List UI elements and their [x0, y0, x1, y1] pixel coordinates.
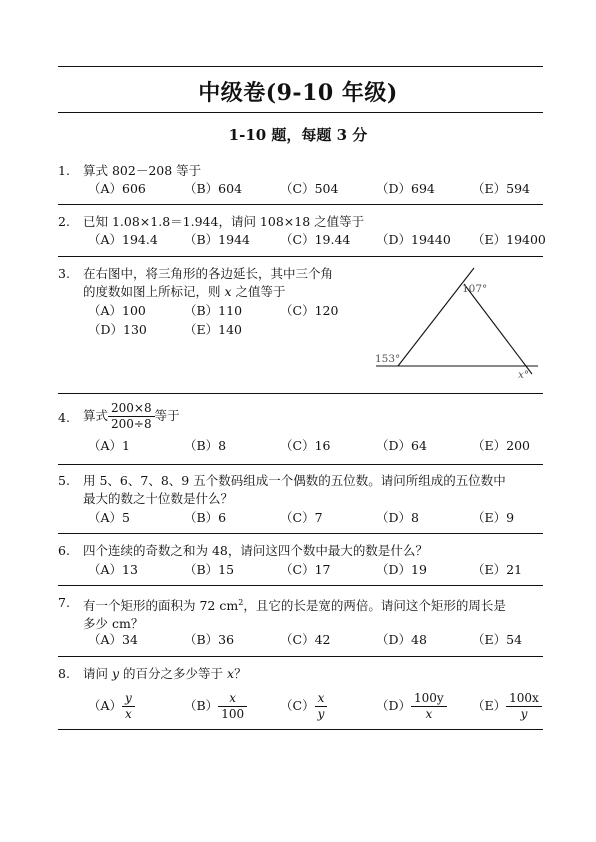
stem-text: 之值等于 — [231, 284, 286, 299]
angle-label-right: x° — [518, 369, 530, 381]
options-row — [88, 561, 548, 581]
option-d — [376, 691, 447, 722]
fraction-denominator: x — [125, 707, 132, 721]
fraction — [506, 691, 542, 722]
option-c: （C）16 — [280, 438, 331, 453]
option-d: （D）19440 — [376, 232, 451, 247]
stem-line-1: 在右图中，将三角形的各边延长，其中三个角 — [83, 266, 334, 281]
option-c: （C）19.44 — [280, 232, 351, 247]
option-label: （D） — [376, 698, 412, 713]
stem-text: ，且它的长是宽的两倍。请问这个矩形的周长是 — [243, 598, 506, 614]
stem-line-2: 多少 cm？ — [83, 616, 144, 632]
fraction — [315, 691, 328, 722]
options-row — [88, 631, 548, 651]
stem-line-1: 用 5、6、7、8、9 五个数码组成一个偶数的五位数。请问所组成的五位数中 — [83, 473, 506, 488]
stem-text: 有一个矩形的面积为 72 cm — [83, 598, 239, 614]
stem-text: 等于 — [154, 408, 180, 423]
fraction-numerator: x — [315, 691, 328, 707]
question-stem: 四个连续的奇数之和为 48，请问这四个数中最大的数是什么？ — [83, 543, 428, 558]
divider — [58, 393, 543, 394]
fraction-numerator: 200×8 — [108, 401, 155, 417]
option-a: （A）194.4 — [88, 232, 158, 247]
option-c: （C）120 — [280, 303, 339, 318]
option-b: （B）604 — [184, 181, 243, 196]
option-e: （E）54 — [472, 632, 523, 647]
options-row — [88, 509, 548, 529]
option-b: （B）8 — [184, 438, 227, 453]
variable-y: y — [111, 666, 120, 681]
divider — [58, 256, 543, 257]
option-label: （C） — [280, 698, 315, 713]
divider — [58, 533, 543, 534]
superscript: 2 — [238, 598, 244, 607]
question-6 — [58, 542, 543, 582]
options-row — [88, 437, 548, 457]
fraction-numerator: 100y — [411, 691, 447, 707]
option-e: （E）21 — [472, 562, 523, 577]
question-number: 8. — [58, 666, 70, 681]
option-d: （D）8 — [376, 510, 419, 525]
option-b: （B）110 — [184, 303, 243, 318]
question-number: 5. — [58, 473, 70, 488]
triangle-figure — [372, 264, 544, 382]
bottom-rule — [58, 729, 543, 730]
option-b: （B）36 — [184, 632, 235, 647]
question-1 — [58, 162, 543, 202]
fraction-denominator: 100 — [221, 707, 245, 721]
question-number: 2. — [58, 214, 70, 229]
divider — [58, 464, 543, 465]
question-stem: 算式 802－208 等于 — [83, 163, 202, 178]
fraction — [108, 401, 155, 432]
option-d: （D）130 — [88, 322, 147, 337]
option-e: （E）19400 — [472, 232, 546, 247]
question-number: 7. — [58, 595, 70, 610]
option-d: （D）19 — [376, 562, 427, 577]
top-rule — [58, 66, 543, 67]
stem-line-2: 最大的数之十位数是什么？ — [83, 491, 234, 506]
option-a: （A）100 — [88, 303, 146, 318]
option-a — [88, 691, 135, 722]
option-e: （E）140 — [184, 322, 242, 337]
question-number: 6. — [58, 543, 70, 558]
question-number: 4. — [58, 410, 70, 425]
option-c: （C）504 — [280, 181, 339, 196]
question-7 — [58, 594, 543, 650]
option-c: （C）17 — [280, 562, 331, 577]
option-e — [472, 691, 542, 722]
stem-text: 的度数如图上所标记，则 — [83, 284, 225, 299]
fraction — [122, 691, 135, 722]
divider — [58, 204, 543, 205]
option-e: （E）200 — [472, 438, 530, 453]
fraction-denominator: y — [317, 707, 325, 721]
option-c: （C）7 — [280, 510, 323, 525]
fraction-numerator: 100x — [506, 691, 542, 707]
variable-x: x — [227, 666, 235, 681]
option-d: （D）694 — [376, 181, 435, 196]
option-a: （A）34 — [88, 632, 138, 647]
option-b: （B）6 — [184, 510, 227, 525]
fraction-denominator: 200÷8 — [111, 417, 152, 431]
option-e: （E）9 — [472, 510, 515, 525]
stem-text: ？ — [234, 666, 247, 681]
question-5 — [58, 472, 543, 528]
question-stem — [83, 401, 543, 432]
angle-label-top: 107° — [462, 283, 488, 295]
page-title: 中级卷(9-10 年级) — [198, 80, 398, 106]
question-stem — [83, 472, 543, 508]
options-row — [88, 685, 548, 721]
question-2 — [58, 213, 546, 253]
stem-text: 的百分之多少等于 — [119, 666, 227, 681]
stem-text: 请问 — [83, 666, 112, 681]
option-b: （B）1944 — [184, 232, 250, 247]
option-a: （A）5 — [88, 510, 130, 525]
triangle-right-side — [464, 284, 532, 374]
variable-x: x — [224, 284, 232, 299]
fraction — [411, 691, 447, 722]
option-d: （D）64 — [376, 438, 427, 453]
option-d: （D）48 — [376, 632, 427, 647]
option-a: （A）606 — [88, 181, 146, 196]
divider — [58, 656, 543, 657]
stem-line-1 — [83, 594, 543, 615]
option-label: （E） — [472, 698, 507, 713]
fraction-denominator: x — [425, 707, 433, 721]
question-number: 1. — [58, 163, 70, 178]
question-4 — [58, 401, 543, 457]
question-stem: 已知 1.08×1.8＝1.944，请问 108×18 之值等于 — [83, 214, 365, 229]
fraction-numerator: x — [218, 691, 247, 707]
question-number: 3. — [58, 266, 70, 281]
options-row — [88, 231, 548, 251]
option-b — [184, 691, 247, 722]
option-a: （A）1 — [88, 438, 130, 453]
divider — [58, 585, 543, 586]
stem-text: 算式 — [83, 408, 109, 423]
option-label: （B） — [184, 698, 219, 713]
option-a: （A）13 — [88, 562, 138, 577]
angle-label-left: 153° — [375, 353, 401, 365]
option-e: （E）594 — [472, 181, 530, 196]
section-subtitle: 1-10 题，每题 3 分 — [228, 126, 368, 144]
question-8 — [58, 665, 543, 725]
question-stem — [83, 665, 543, 683]
option-label: （A） — [88, 698, 123, 713]
fraction-denominator: y — [520, 707, 528, 721]
option-c — [280, 691, 327, 722]
option-c: （C）42 — [280, 632, 331, 647]
fraction-numerator: y — [122, 691, 135, 707]
fraction — [218, 691, 247, 722]
options-row — [88, 180, 548, 200]
question-stem — [83, 594, 543, 633]
title-rule — [58, 112, 543, 113]
option-b: （B）15 — [184, 562, 235, 577]
